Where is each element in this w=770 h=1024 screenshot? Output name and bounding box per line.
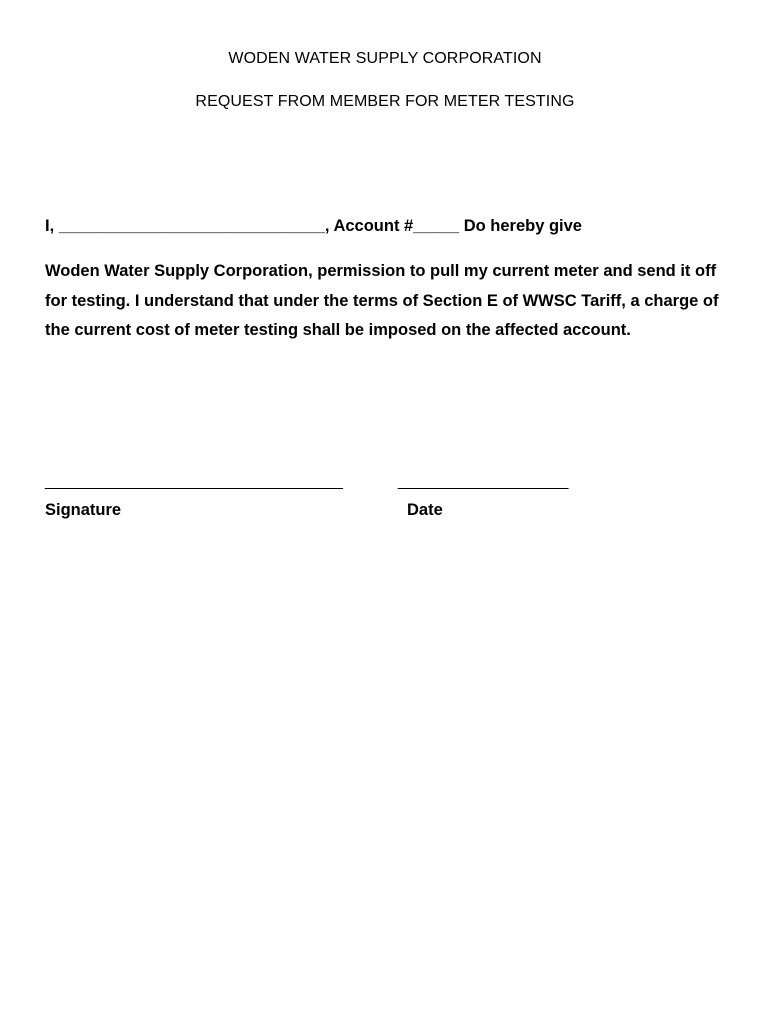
signature-line[interactable]: ___________________________________ — [45, 473, 343, 490]
intro-suffix: Do hereby give — [459, 217, 582, 235]
member-statement-line — [45, 217, 582, 236]
member-name-blank[interactable]: _____________________________ — [58, 217, 325, 235]
account-label: , Account # — [324, 217, 414, 235]
signature-label: Signature — [45, 501, 122, 519]
permission-paragraph: Woden Water Supply Corporation, permission to pull my current meter and send it off for testing. I understand that under the terms of Section E of WWSC Tariff, a charge of the current cost of meter testing shall be imposed on the affected account. — [45, 262, 719, 339]
form-title: REQUEST FROM MEMBER FOR METER TESTING — [195, 93, 575, 110]
intro-prefix: I, — [45, 217, 59, 235]
date-line[interactable]: ____________________ — [398, 473, 568, 490]
organization-title: WODEN WATER SUPPLY CORPORATION — [228, 50, 542, 67]
date-label: Date — [407, 501, 443, 519]
account-number-blank[interactable]: _____ — [413, 217, 460, 235]
